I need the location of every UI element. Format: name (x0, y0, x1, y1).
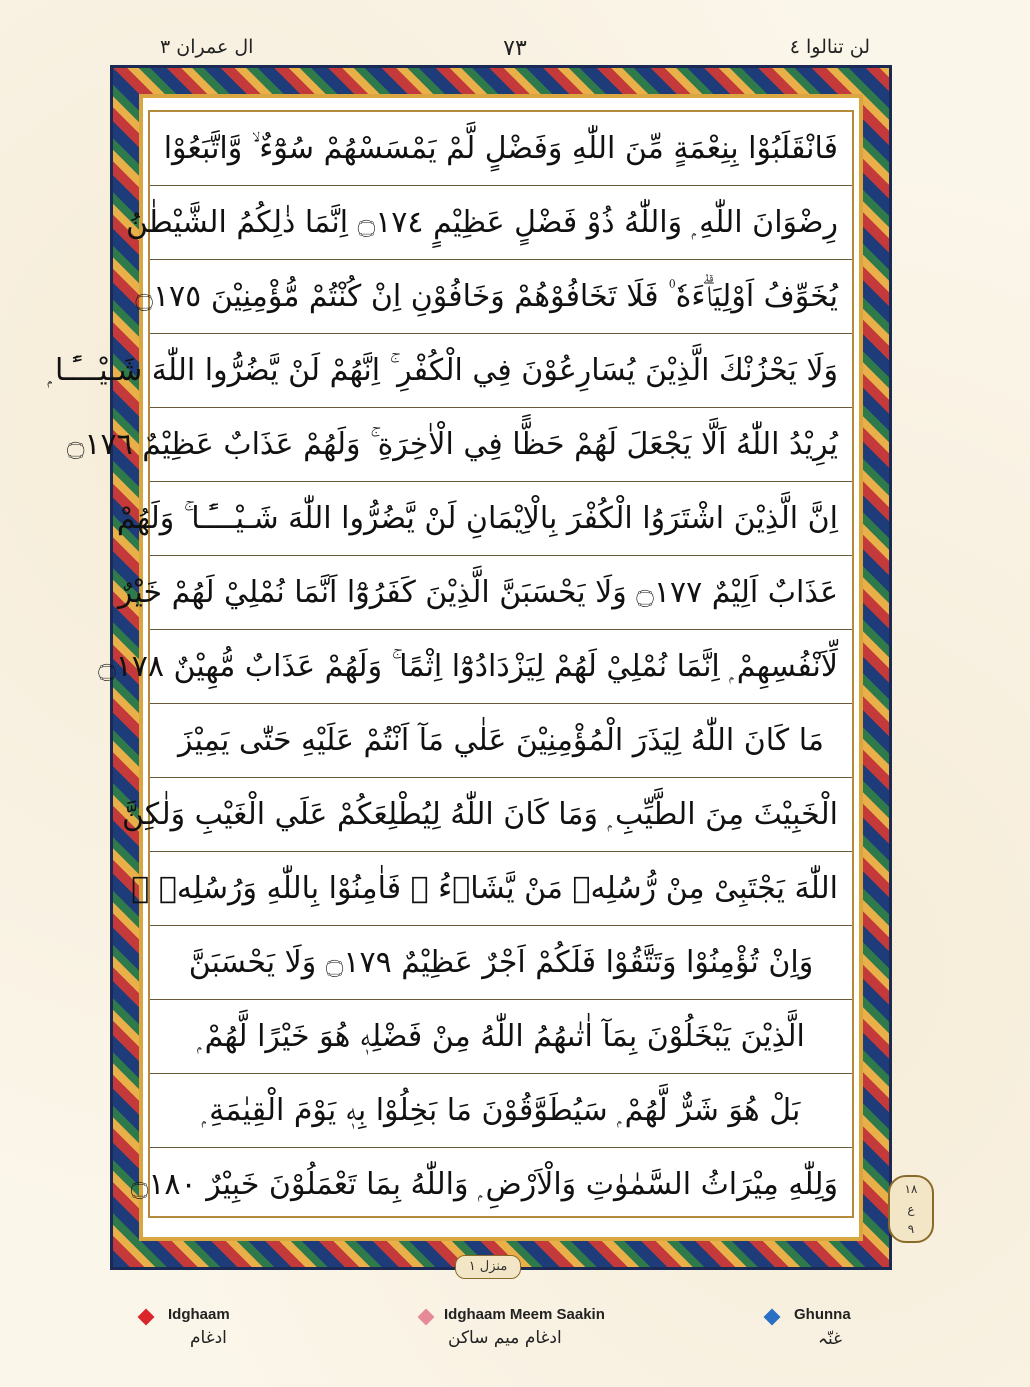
legend-idghaam-meem-diamond-icon (418, 1309, 435, 1326)
text-line: بَلْ ھُوَ شَرٌّ لَّھُمْ ۭ سَيُطَوَّقُوْنَ مَا بَخِلُوْا بِهٖ يَوْمَ الْقِيٰمَةِ ۭ (150, 1074, 852, 1148)
legend-idghaam-diamond-icon (138, 1309, 155, 1326)
text-line: مَا كَانَ اللّٰهُ لِيَذَرَ الْمُؤْمِنِيْنَ عَلٰي مَآ اَنْتُمْ عَلَيْهِ حَتّٰى يَمِيْزَ (150, 704, 852, 778)
text-line: عَذَابٌ اَلِيْمٌ ۝١٧٧ وَلَا يَحْسَبَنَّ الَّذِيْنَ كَفَرُوْٓا اَنَّمَا نُمْلِيْ لَھُمْ خَيْرٌ (150, 556, 852, 630)
text-line: وَلَا يَحْزُنْكَ الَّذِيْنَ يُسَارِعُوْنَ فِي الْكُفْرِ ۚ اِنَّھُمْ لَنْ يَّضُرُّوا اللّٰهَ شَـيْـــًٔـا ۭ (150, 334, 852, 408)
legend-idghaam-meem-en: Idghaam Meem Saakin (444, 1306, 605, 1323)
manzil-label: منزل ١ (455, 1255, 521, 1279)
legend-ghunna-en: Ghunna (794, 1306, 851, 1323)
quran-text-panel (47, 110, 854, 1218)
text-line: اللّٰهَ يَجْتَبِىْ مِنْ رُّسُلِهٖ مَنْ يَّشَاۗءُ ۠ فَاٰمِنُوْا بِاللّٰهِ وَرُسُلِهٖ ۚ (150, 852, 852, 926)
ruku-badge (888, 1175, 934, 1243)
ruku-badge-middle: ع (907, 1202, 915, 1216)
ruku-badge-bottom: ٩ (907, 1222, 915, 1236)
text-line: يُخَوِّفُ اَوْلِيَاۗءَهٗ ۠ فَلَا تَخَافُوْھُمْ وَخَافُوْنِ اِنْ كُنْتُمْ مُّؤْمِنِيْنَ ۝١٧٥ (150, 260, 852, 334)
text-line: وَلِلّٰهِ مِيْرَاثُ السَّمٰوٰتِ وَالْاَرْضِ ۭ وَاللّٰهُ بِمَا تَعْمَلُوْنَ خَبِيْرٌ ۝١٨٠ (130, 1167, 838, 1202)
ruku-badge-top: ١٨ (904, 1182, 918, 1196)
legend-ghunna-ur: غنّہ (818, 1329, 842, 1349)
legend-idghaam-meem-saakin (418, 1306, 658, 1356)
surah-title: ال عمران ٣ (160, 36, 254, 58)
text-line: لِّاَنْفُسِهِمْ ۭ اِنَّمَا نُمْلِيْ لَھُمْ لِيَزْدَادُوْٓا اِثْمًا ۚ وَلَھُمْ عَذَابٌ مُّهِيْنٌ ۝١٧٨ (150, 630, 852, 704)
legend-idghaam-en: Idghaam (168, 1306, 230, 1323)
text-line: فَانْقَلَبُوْا بِنِعْمَةٍ مِّنَ اللّٰهِ وَفَضْلٍ لَّمْ يَمْسَسْهُمْ سُوْٓءٌ ۙ وَّاتَّبَعُوْا (150, 112, 852, 186)
text-line: الْخَبِيْثَ مِنَ الطَّيِّبِ ۭ وَمَا كَانَ اللّٰهُ لِيُطْلِعَكُمْ عَلَي الْغَيْبِ وَلٰكِنَّ (150, 778, 852, 852)
legend-ghunna (762, 1306, 902, 1356)
text-line: وَاِنْ تُؤْمِنُوْا وَتَتَّقُوْا فَلَكُمْ اَجْرٌ عَظِيْمٌ ۝١٧٩ وَلَا يَحْسَبَنَّ (150, 926, 852, 1000)
legend-idghaam-meem-ur: ادغام میم ساکن (448, 1328, 562, 1348)
juz-title: لن تنالوا ٤ (789, 36, 870, 58)
text-line: يُرِيْدُ اللّٰهُ اَلَّا يَجْعَلَ لَھُمْ حَظًّا فِي الْاٰخِرَةِ ۚ وَلَھُمْ عَذَابٌ عَظِيْمٌ ۝١٧٦ (150, 408, 852, 482)
legend-ghunna-diamond-icon (764, 1309, 781, 1326)
page-number: ٧٣ (503, 36, 527, 61)
legend-idghaam-ur: ادغام (190, 1328, 227, 1348)
text-line: الَّذِيْنَ يَبْخَلُوْنَ بِمَآ اٰتٰىھُمُ اللّٰهُ مِنْ فَضْلِهٖ ھُوَ خَيْرًا لَّھُمْ ۭ (150, 1000, 852, 1074)
text-line: اِنَّ الَّذِيْنَ اشْتَرَوُا الْكُفْرَ بِالْاِيْمَانِ لَنْ يَّضُرُّوا اللّٰهَ شَـيْـــًٔـا ۚ وَلَھُمْ (150, 482, 852, 556)
text-line: رِضْوَانَ اللّٰهِ ۭ وَاللّٰهُ ذُوْ فَضْلٍ عَظِيْمٍ ۝١٧٤ اِنَّمَا ذٰلِكُمُ الشَّيْطٰنُ (150, 186, 852, 260)
legend-idghaam (140, 1306, 340, 1356)
